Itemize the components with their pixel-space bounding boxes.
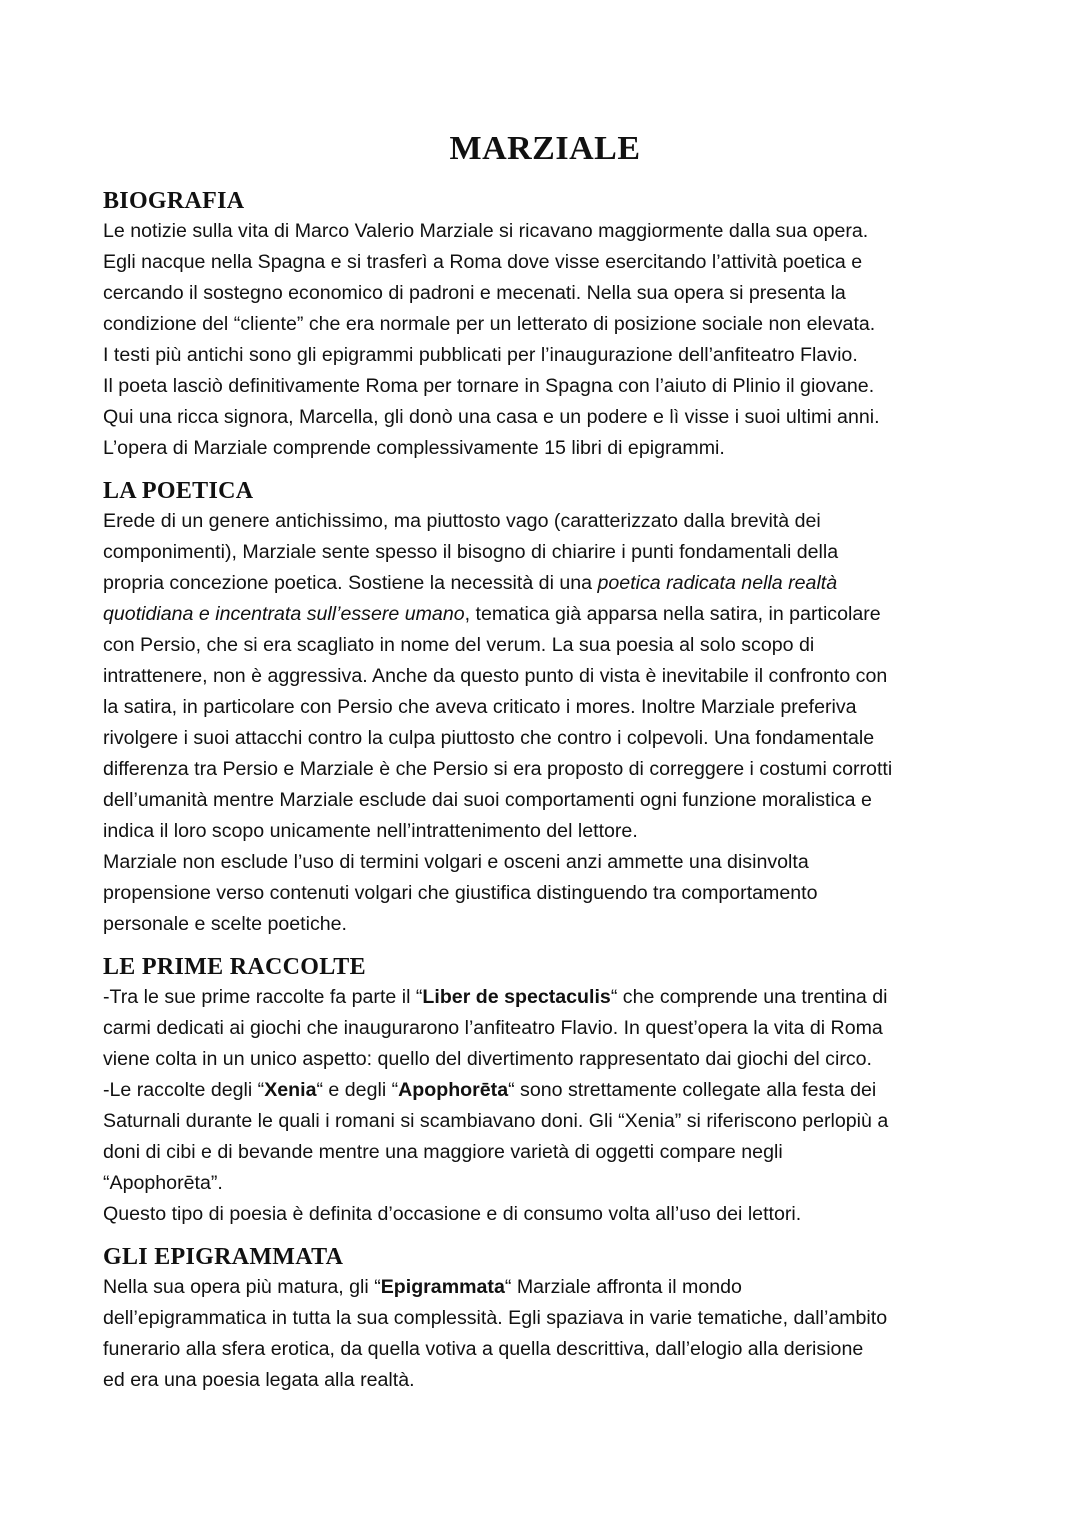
paragraph-biografia bbox=[103, 216, 983, 464]
italic-text: poetica radicata nella realtà bbox=[597, 572, 838, 594]
section-heading-poetica: LA POETICA bbox=[103, 478, 254, 504]
bold-title: Xenia bbox=[264, 1079, 317, 1101]
section-biografia bbox=[103, 186, 983, 464]
text-line bbox=[103, 982, 983, 1013]
text-line: I testi più antichi sono gli epigrammi pubblicati per l’inaugurazione dell’anfiteatro Flavio. bbox=[103, 344, 858, 366]
bold-title: Apophorēta bbox=[398, 1079, 509, 1101]
text-line: cercando il sostegno economico di padroni e mecenati. Nella sua opera si presenta la bbox=[103, 282, 846, 304]
text-line: condizione del “cliente” che era normale per un letterato di posizione sociale non elevata. bbox=[103, 313, 876, 335]
section-poetica bbox=[103, 476, 983, 940]
text-line: Erede di un genere antichissimo, ma piuttosto vago (caratterizzato dalla brevità dei bbox=[103, 510, 821, 532]
italic-text: quotidiana e incentrata sull’essere umano bbox=[103, 603, 465, 625]
text-line bbox=[103, 1272, 983, 1303]
text-line bbox=[103, 1075, 983, 1106]
text-line: rivolgere i suoi attacchi contro la culpa piuttosto che contro i colpevoli. Una fondamentale bbox=[103, 727, 875, 749]
text-line: Marziale non esclude l’uso di termini volgari e osceni anzi ammette una disinvolta bbox=[103, 851, 809, 873]
bold-title: Epigrammata bbox=[380, 1276, 505, 1298]
text-line: Egli nacque nella Spagna e si trasferì a Roma dove visse esercitando l’attività poetica e bbox=[103, 251, 863, 273]
text-line: differenza tra Persio e Marziale è che Persio si era proposto di correggere i costumi corrotti bbox=[103, 758, 893, 780]
text-segment: “ che comprende una trentina di bbox=[610, 986, 888, 1008]
paragraph-poetica bbox=[103, 506, 983, 940]
text-line: L’opera di Marziale comprende complessivamente 15 libri di epigrammi. bbox=[103, 437, 725, 459]
section-raccolte bbox=[103, 952, 983, 1230]
text-line bbox=[103, 568, 983, 599]
text-line: Le notizie sulla vita di Marco Valerio Marziale si ricavano maggiormente dalla sua opera. bbox=[103, 220, 869, 242]
text-line: “Apophorēta”. bbox=[103, 1172, 223, 1194]
document-page bbox=[103, 128, 983, 1396]
text-line: intrattenere, non è aggressiva. Anche da questo punto di vista è inevitabile il confronto con bbox=[103, 665, 888, 687]
text-segment: “ e degli “ bbox=[316, 1079, 399, 1101]
page-title: MARZIALE bbox=[449, 130, 641, 167]
text-line: carmi dedicati ai giochi che inaugurarono l’anfiteatro Flavio. In quest’opera la vita di Roma bbox=[103, 1017, 883, 1039]
text-line: Qui una ricca signora, Marcella, gli donò una casa e un podere e lì visse i suoi ultimi anni. bbox=[103, 406, 880, 428]
text-line: la satira, in particolare con Persio che aveva criticato i mores. Inoltre Marziale preferiva bbox=[103, 696, 857, 718]
text-segment: -Tra le sue prime raccolte fa parte il “ bbox=[103, 986, 423, 1008]
text-segment: Nella sua opera più matura, gli “ bbox=[103, 1276, 381, 1298]
text-line: indica il loro scopo unicamente nell’intrattenimento del lettore. bbox=[103, 820, 638, 842]
text-line: viene colta in un unico aspetto: quello del divertimento rappresentato dai giochi del circo. bbox=[103, 1048, 872, 1070]
text-segment: “ Marziale affronta il mondo bbox=[504, 1276, 742, 1298]
text-segment: propria concezione poetica. Sostiene la necessità di una bbox=[103, 572, 598, 594]
text-line: personale e scelte poetiche. bbox=[103, 913, 347, 935]
text-line: doni di cibi e di bevande mentre una maggiore varietà di oggetti compare negli bbox=[103, 1141, 783, 1163]
text-line: Questo tipo di poesia è definita d’occasione e di consumo volta all’uso dei lettori. bbox=[103, 1203, 802, 1225]
section-epigrammata bbox=[103, 1242, 983, 1396]
section-heading-raccolte: LE PRIME RACCOLTE bbox=[103, 954, 366, 980]
text-line: Saturnali durante le quali i romani si scambiavano doni. Gli “Xenia” si riferiscono perlopiù a bbox=[103, 1110, 889, 1132]
text-line: componimenti), Marziale sente spesso il bisogno di chiarire i punti fondamentali della bbox=[103, 541, 839, 563]
text-segment: “ sono strettamente collegate alla festa dei bbox=[508, 1079, 877, 1101]
text-line: con Persio, che si era scagliato in nome del verum. La sua poesia al solo scopo di bbox=[103, 634, 815, 656]
section-heading-biografia: BIOGRAFIA bbox=[103, 188, 245, 214]
text-line: ed era una poesia legata alla realtà. bbox=[103, 1369, 415, 1391]
text-line: propensione verso contenuti volgari che giustifica distinguendo tra comportamento bbox=[103, 882, 818, 904]
text-line: funerario alla sfera erotica, da quella votiva a quella descrittiva, dall’elogio alla derisione bbox=[103, 1338, 864, 1360]
bold-title: Liber de spectaculis bbox=[422, 986, 611, 1008]
text-line: Il poeta lasciò definitivamente Roma per tornare in Spagna con l’aiuto di Plinio il giovane. bbox=[103, 375, 875, 397]
text-segment: -Le raccolte degli “ bbox=[103, 1079, 265, 1101]
text-line: dell’umanità mentre Marziale esclude dai suoi comportamenti ogni funzione moralistica e bbox=[103, 789, 872, 811]
paragraph-epigrammata bbox=[103, 1272, 983, 1396]
text-line bbox=[103, 599, 983, 630]
section-heading-epigrammata: GLI EPIGRAMMATA bbox=[103, 1244, 344, 1270]
text-line: dell’epigrammatica in tutta la sua complessità. Egli spaziava in varie tematiche, dall’ambito bbox=[103, 1307, 888, 1329]
text-segment: , tematica già apparsa nella satira, in particolare bbox=[464, 603, 881, 625]
paragraph-raccolte bbox=[103, 982, 983, 1230]
